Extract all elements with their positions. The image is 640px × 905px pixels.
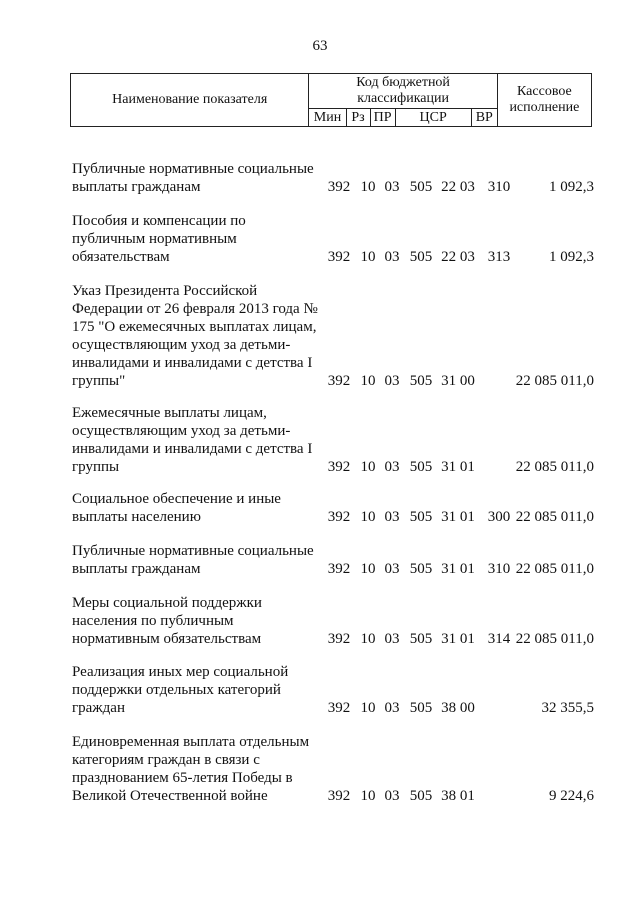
row-name: Публичные нормативные социальные выплаты гражданам [72,543,314,577]
row-sum: 22 085 011,0 [515,459,594,475]
code-pr: 03 [384,700,400,716]
code-csr-item: 31 01 [441,459,475,475]
code-pr: 03 [384,509,400,525]
code-vr: 313 [487,249,511,265]
code-vr: 310 [487,179,511,195]
code-csr-item: 38 00 [441,700,475,716]
code-rz: 10 [360,631,376,647]
header-sum: Кассовое исполнение [497,74,591,127]
code-rz: 10 [360,561,376,577]
code-rz: 10 [360,700,376,716]
row-name: Ежемесячные выплаты лицам, осуществляющим уход за детьми-инвалидами и инвалидами с детства I группы [72,405,313,475]
code-rz: 10 [360,249,376,265]
row-name: Указ Президента Российской Федерации от 26 февраля 2013 года № 175 "О ежемесячных выплатах лицам, осуществляющим уход за детьми-инвалидами и инвалидами с детства I группы" [72,283,318,389]
code-csr-program: 505 [409,249,433,265]
header-min: Мин [309,109,346,127]
code-pr: 03 [384,179,400,195]
row-name: Пособия и компенсации по публичным нормативным обязательствам [72,213,246,265]
header-rz: Рз [346,109,370,127]
row-sum: 22 085 011,0 [515,631,594,647]
table-header [70,73,592,127]
code-pr: 03 [384,373,400,389]
row-sum: 9 224,6 [549,788,594,804]
code-csr-item: 22 03 [441,249,475,265]
code-pr: 03 [384,249,400,265]
row-codes [322,699,514,717]
code-csr-item: 31 01 [441,509,475,525]
row-codes [322,560,514,578]
code-vr: 314 [487,631,511,647]
row-codes [322,508,514,526]
row-name: Меры социальной поддержки населения по публичным нормативным обязательствам [72,595,262,647]
table-row [72,663,594,717]
row-name: Единовременная выплата отдельным категориям граждан в связи с празднованием 65-летия Победы в Великой Отечественной войне [72,734,310,804]
header-code-group: Код бюджетной классификации [309,74,497,109]
row-codes [322,248,514,266]
table-row [72,490,594,526]
row-codes [322,630,514,648]
table-row [72,404,594,476]
header-name: Наименование показателя [71,74,309,127]
code-csr-program: 505 [409,373,433,389]
code-rz: 10 [360,179,376,195]
code-rz: 10 [360,509,376,525]
row-codes [322,372,514,390]
code-csr-item: 31 00 [441,373,475,389]
code-min: 392 [327,373,351,389]
code-min: 392 [327,561,351,577]
code-pr: 03 [384,788,400,804]
code-csr-program: 505 [409,179,433,195]
table-row [72,282,594,390]
row-sum: 1 092,3 [549,179,594,195]
code-min: 392 [327,249,351,265]
table-row [72,594,594,648]
row-name: Реализация иных мер социальной поддержки отдельных категорий граждан [72,664,289,716]
code-csr-item: 31 01 [441,561,475,577]
table-row [72,733,594,805]
code-pr: 03 [384,631,400,647]
code-min: 392 [327,700,351,716]
code-rz: 10 [360,788,376,804]
code-csr-program: 505 [409,700,433,716]
code-rz: 10 [360,373,376,389]
code-min: 392 [327,179,351,195]
table-row [72,212,594,266]
code-csr-item: 31 01 [441,631,475,647]
code-min: 392 [327,631,351,647]
row-name: Публичные нормативные социальные выплаты гражданам [72,161,314,195]
code-csr-item: 22 03 [441,179,475,195]
row-codes [322,178,514,196]
code-min: 392 [327,788,351,804]
code-pr: 03 [384,561,400,577]
code-csr-program: 505 [409,561,433,577]
table-row [72,160,594,196]
header-pr: ПР [370,109,395,127]
row-sum: 22 085 011,0 [515,509,594,525]
code-csr-program: 505 [409,459,433,475]
row-codes [322,787,514,805]
code-csr-program: 505 [409,631,433,647]
code-vr: 300 [487,509,511,525]
row-name: Социальное обеспечение и иные выплаты населению [72,491,281,525]
header-vr: ВР [471,109,497,127]
code-csr-program: 505 [409,509,433,525]
code-min: 392 [327,509,351,525]
code-min: 392 [327,459,351,475]
page-number: 63 [312,38,328,54]
code-csr-program: 505 [409,788,433,804]
row-codes [322,458,514,476]
code-pr: 03 [384,459,400,475]
table-row [72,542,594,578]
row-sum: 22 085 011,0 [515,373,594,389]
row-sum: 32 355,5 [541,700,594,716]
row-sum: 22 085 011,0 [515,561,594,577]
code-rz: 10 [360,459,376,475]
code-vr: 310 [487,561,511,577]
code-csr-item: 38 01 [441,788,475,804]
header-csr: ЦСР [395,109,471,127]
row-sum: 1 092,3 [549,249,594,265]
